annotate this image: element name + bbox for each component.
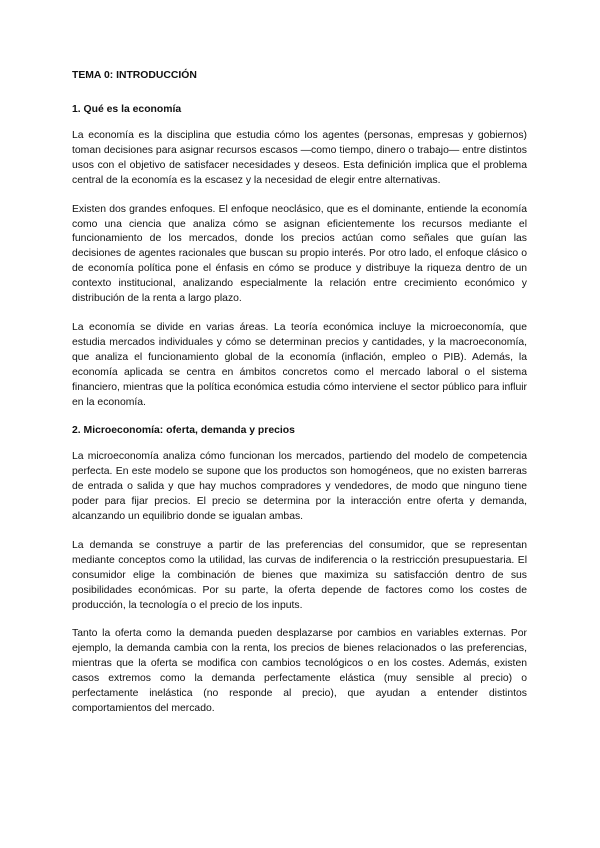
- document-title: TEMA 0: INTRODUCCIÓN: [72, 70, 197, 81]
- section-heading: 1. Qué es la economía: [72, 104, 182, 115]
- paragraph: La economía se divide en varias áreas. La teoría económica incluye la microeconomía, que estudia mercados individuales y cómo se determinan precios y cantidades, y la macroeconomía, que analiza el funcionamiento global de la economía (inflación, empleo o PIB). Además, la economía aplicada se centra en ámbitos concretos como el mercado laboral o el sistema financiero, mientras que la política económica estudia cómo interviene el sector público para influir en la economía.: [72, 321, 527, 408]
- section-que-es-la-economia: [72, 103, 527, 410]
- paragraph: Tanto la oferta como la demanda pueden desplazarse por cambios en variables externas. Por ejemplo, la demanda cambia con la renta, los precios de bienes relacionados o las preferencias, mientras que la oferta se modifica con cambios tecnológicos o en los costes. Además, existen casos extremos como la demanda perfectamente elástica (muy sensible al precio) o perfectamente inelástica (no responde al precio), que ayudan a entender distintos comportamientos del mercado.: [72, 628, 527, 714]
- paragraph: La demanda se construye a partir de las preferencias del consumidor, que se representan mediante conceptos como la utilidad, las curvas de indiferencia o la restricción presupuestaria. El consumidor elige la combinación de bienes que maximiza su satisfacción dentro de sus posibilidades económicas. Por su parte, la oferta depende de factores como los costes de producción, la tecnología o el precio de los inputs.: [72, 539, 527, 611]
- paragraph: Existen dos grandes enfoques. El enfoque neoclásico, que es el dominante, entiende la economía como una ciencia que analiza cómo se asignan eficientemente los recursos mediante el funcionamiento de los mercados, donde los precios actúan como señales que guían las decisiones de agentes racionales que buscan su propio interés. Por otro lado, el enfoque clásico o de economía política pone el énfasis en cómo se produce y distribuye la riqueza dentro de un contexto institucional, analizando especialmente la relación entre crecimiento económico y distribución de la renta a largo plazo.: [72, 203, 527, 305]
- document-body: [72, 69, 527, 731]
- section-microeconomia: [72, 424, 527, 717]
- paragraph: La economía es la disciplina que estudia cómo los agentes (personas, empresas y gobiernos) toman decisiones para asignar recursos escasos —como tiempo, dinero o trabajo— entre distintos usos con el objetivo de satisfacer necesidades y deseos. Esta definición implica que el problema central de la economía es la escasez y la necesidad de elegir entre alternativas.: [72, 130, 527, 186]
- section-heading: 2. Microeconomía: oferta, demanda y precios: [72, 425, 295, 437]
- paragraph: La microeconomía analiza cómo funcionan los mercados, partiendo del modelo de competencia perfecta. En este modelo se supone que los productos son homogéneos, que no existen barreras de entrada o salida y que hay muchos compradores y vendedores, de modo que ninguno tiene poder para fijar precios. El precio se determina por la interacción entre oferta y demanda, alcanzando un equilibrio donde se igualan ambas.: [72, 451, 527, 523]
